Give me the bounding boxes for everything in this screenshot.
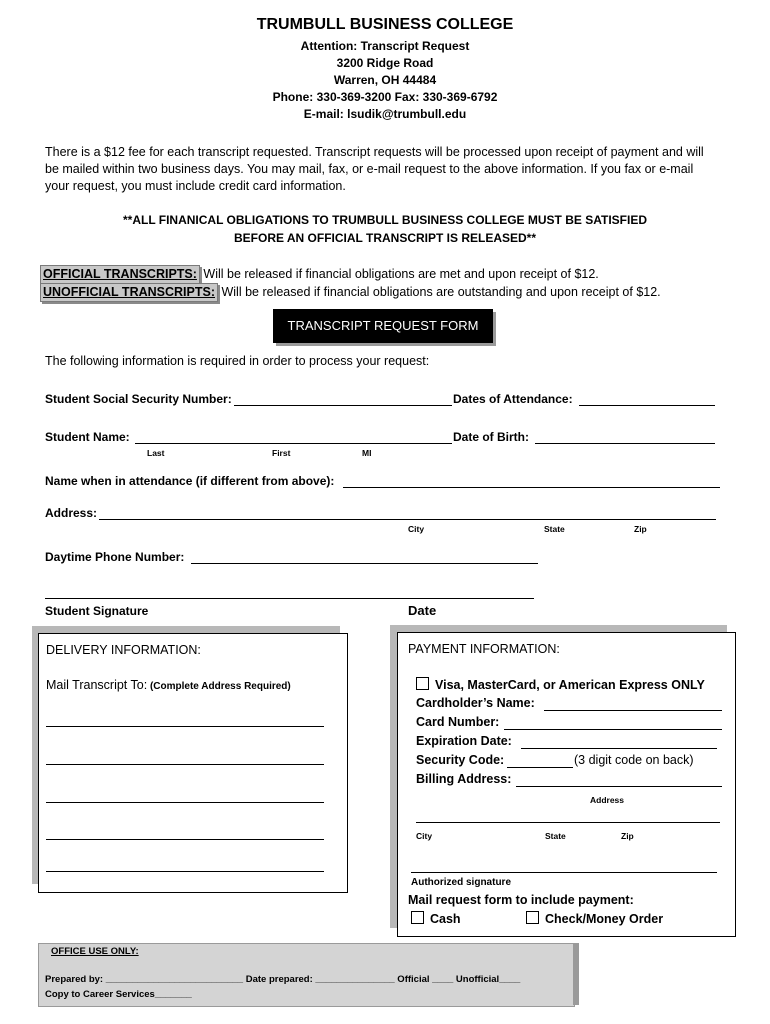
office-use-box-side <box>573 943 579 1005</box>
name-attendance-field[interactable] <box>343 487 720 488</box>
dates-attendance-label: Dates of Attendance: <box>453 392 573 406</box>
attention-line: Attention: Transcript Request <box>300 39 470 53</box>
billing-address-caption: Address <box>590 795 625 805</box>
card-number-label: Card Number: <box>416 715 500 729</box>
unofficial-transcripts-text: Will be released if financial obligations are outstanding and upon receipt of $12. <box>218 285 661 299</box>
office-use-title: OFFICE USE ONLY: <box>51 946 139 957</box>
mail-line-1[interactable] <box>46 726 324 727</box>
city-line: Warren, OH 44484 <box>333 73 437 87</box>
mail-line-4[interactable] <box>46 839 324 840</box>
mail-to-row <box>46 678 291 692</box>
dob-label: Date of Birth: <box>453 430 529 444</box>
security-code-field[interactable] <box>507 767 573 768</box>
name-mi-caption: MI <box>362 448 372 458</box>
intro-line-1: There is a $12 fee for each transcript requested. Transcript requests will be processed upon receipt of payment and will <box>45 145 704 159</box>
name-attendance-label: Name when in attendance (if different from above): <box>45 474 335 488</box>
office-use-box <box>38 943 575 1007</box>
notice-line-2: BEFORE AN OFFICIAL TRANSCRIPT IS RELEASED** <box>233 231 537 245</box>
official-transcripts-row <box>40 265 599 284</box>
name-last-caption: Last <box>147 448 165 458</box>
student-name-label: Student Name: <box>45 430 130 444</box>
address-city-caption: City <box>408 524 425 534</box>
street-line: 3200 Ridge Road <box>336 56 434 70</box>
card-option-checkbox[interactable] <box>416 677 429 690</box>
unofficial-transcripts-label: UNOFFICIAL TRANSCRIPTS: <box>40 283 218 302</box>
billing-field[interactable] <box>516 786 722 787</box>
ssn-field[interactable] <box>234 405 452 406</box>
ssn-label: Student Social Security Number: <box>45 392 232 406</box>
cash-checkbox[interactable] <box>411 911 424 924</box>
intro-paragraph <box>45 144 745 195</box>
billing-city-field[interactable] <box>416 822 720 823</box>
address-zip-caption: Zip <box>634 524 647 534</box>
address-label: Address: <box>45 506 98 520</box>
authorized-signature-label: Authorized signature <box>411 877 512 888</box>
payment-box <box>397 632 736 937</box>
college-title: TRUMBULL BUSINESS COLLEGE <box>256 16 514 33</box>
mail-to-label: Mail Transcript To: <box>46 678 148 692</box>
required-info-text: The following information is required in order to process your request: <box>45 354 430 368</box>
payment-title: PAYMENT INFORMATION: <box>408 642 560 656</box>
office-prepared-row: Prepared by: __________________________ Date prepared: _______________ Official ____ Unofficial____ <box>45 974 521 985</box>
mail-line-5[interactable] <box>46 871 324 872</box>
security-note: (3 digit code on back) <box>574 753 694 767</box>
student-name-field[interactable] <box>135 443 452 444</box>
authorized-signature-field[interactable] <box>411 872 717 873</box>
address-state-caption: State <box>544 524 565 534</box>
dob-field[interactable] <box>535 443 715 444</box>
delivery-box <box>38 633 348 893</box>
intro-line-2: be mailed within two business days. You may mail, fax, or e-mail request to the above information. If you fax or e-mail <box>45 162 694 176</box>
official-transcripts-text: Will be released if financial obligations are met and upon receipt of $12. <box>199 267 599 281</box>
address-field[interactable] <box>99 519 716 520</box>
expiration-label: Expiration Date: <box>416 734 512 748</box>
mail-request-label: Mail request form to include payment: <box>408 893 634 907</box>
card-option-row <box>416 677 705 692</box>
card-number-field[interactable] <box>504 729 722 730</box>
email-line: E-mail: lsudik@trumbull.edu <box>303 107 467 121</box>
form-title: TRANSCRIPT REQUEST FORM <box>273 309 493 343</box>
mail-line-3[interactable] <box>46 802 324 803</box>
card-option-label: Visa, MasterCard, or American Express ONLY <box>435 678 705 692</box>
billing-city-caption: City <box>416 831 433 841</box>
expiration-field[interactable] <box>521 748 717 749</box>
phone-fax-line: Phone: 330-369-3200 Fax: 330-369-6792 <box>272 90 498 104</box>
phone-field[interactable] <box>191 563 538 564</box>
cardholder-field[interactable] <box>544 710 722 711</box>
cash-label: Cash <box>430 912 461 926</box>
notice-line-1: **ALL FINANICAL OBLIGATIONS TO TRUMBULL BUSINESS COLLEGE MUST BE SATISFIED <box>122 213 647 227</box>
cardholder-label: Cardholder’s Name: <box>416 696 535 710</box>
dates-attendance-field[interactable] <box>579 405 715 406</box>
check-label: Check/Money Order <box>545 912 664 926</box>
cash-option <box>411 911 461 926</box>
billing-label: Billing Address: <box>416 772 512 786</box>
check-checkbox[interactable] <box>526 911 539 924</box>
official-transcripts-label: OFFICIAL TRANSCRIPTS: <box>40 265 200 284</box>
check-option <box>526 911 663 926</box>
security-code-label: Security Code: <box>416 753 505 767</box>
mail-line-2[interactable] <box>46 764 324 765</box>
intro-line-3: your request, you must include credit card information. <box>45 179 346 193</box>
signature-field[interactable] <box>45 598 534 599</box>
office-copy-row: Copy to Career Services_______ <box>45 989 192 1000</box>
name-first-caption: First <box>272 448 291 458</box>
date-label: Date <box>408 603 437 618</box>
billing-zip-caption: Zip <box>621 831 634 841</box>
signature-label: Student Signature <box>45 604 149 618</box>
phone-label: Daytime Phone Number: <box>45 550 185 564</box>
delivery-title: DELIVERY INFORMATION: <box>46 643 201 657</box>
mail-to-note: (Complete Address Required) <box>147 681 291 692</box>
unofficial-transcripts-row <box>40 283 661 302</box>
billing-state-caption: State <box>545 831 566 841</box>
